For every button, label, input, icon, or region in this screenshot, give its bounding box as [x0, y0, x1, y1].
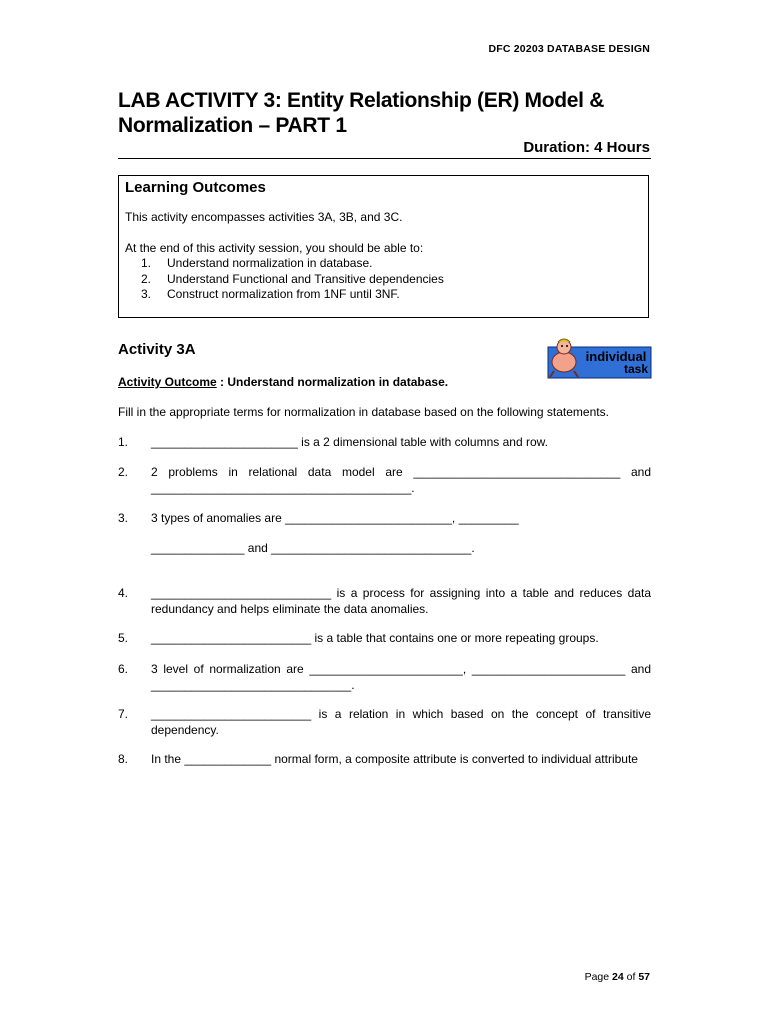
question-number: 6.	[118, 662, 129, 676]
question-4	[118, 586, 651, 618]
question-3-continued	[118, 541, 651, 557]
list-item-number: 3.	[141, 287, 152, 301]
activity-outcome-text: Understand normalization in database.	[227, 375, 449, 389]
list-item-number: 2.	[141, 271, 152, 286]
list-item	[141, 287, 444, 303]
duration-label: Duration: 4 Hours	[523, 139, 650, 156]
list-item-text: Understand Functional and Transitive dependencies	[167, 271, 444, 286]
learning-outcomes-intro: This activity encompasses activities 3A, 3B, and 3C.	[125, 210, 403, 224]
learning-outcomes-title: Learning Outcomes	[125, 179, 266, 196]
question-1	[118, 435, 651, 451]
list-item-number: 1.	[141, 256, 152, 270]
list-item	[141, 272, 444, 288]
badge-line-1: individual	[585, 349, 647, 364]
title-line-1: LAB ACTIVITY 3: Entity Relationship (ER) Model &	[118, 89, 605, 112]
cartoon-figure-icon	[550, 339, 578, 377]
question-number: 7.	[118, 707, 129, 721]
question-6	[118, 662, 651, 694]
question-number: 8.	[118, 752, 129, 766]
question-number: 4.	[118, 586, 129, 600]
question-text: ________________________ is a relation in which based on the concept of transitive dependency.	[151, 707, 651, 737]
question-text: 3 types of anomalies are _________________________, _________	[151, 511, 519, 525]
current-page: 24	[612, 971, 624, 983]
list-item	[141, 256, 444, 272]
question-number: 2.	[118, 465, 129, 479]
title-divider	[118, 158, 651, 159]
question-text: 3 level of normalization are _______________________, _______________________ and ______________________________.	[151, 662, 651, 692]
activity-outcome	[118, 375, 448, 389]
activity-heading: Activity 3A	[118, 341, 196, 358]
question-text: ___________________________ is a process for assigning into a table and reduces data redundancy and helps eliminate the data anomalies.	[151, 586, 651, 616]
learning-outcomes-box	[118, 175, 649, 318]
page-of: of	[623, 971, 639, 983]
question-number: 5.	[118, 631, 129, 645]
question-2	[118, 465, 651, 497]
course-header: DFC 20203 DATABASE DESIGN	[488, 43, 650, 55]
title-line-2: Normalization – PART 1	[118, 114, 347, 137]
question-7	[118, 707, 651, 739]
page-number	[585, 971, 650, 983]
activity-outcome-label: Activity Outcome	[118, 375, 217, 389]
learning-outcomes-lead: At the end of this activity session, you should be able to:	[125, 241, 424, 255]
question-number: 1.	[118, 435, 129, 449]
list-item-text: Construct normalization from 1NF until 3NF.	[167, 287, 400, 301]
activity-instruction: Fill in the appropriate terms for normalization in database based on the following statements.	[118, 405, 609, 419]
question-number: 3.	[118, 511, 129, 525]
activity-outcome-separator: :	[216, 375, 228, 389]
question-text: ______________ and ______________________________.	[151, 541, 475, 555]
question-5	[118, 631, 651, 647]
question-text: ______________________ is a 2 dimensional table with columns and row.	[151, 435, 548, 449]
individual-task-badge	[546, 338, 652, 380]
question-text: 2 problems in relational data model are _______________________________ and _______________________________________.	[151, 465, 651, 495]
question-text: In the _____________ normal form, a composite attribute is converted to individual attribute	[151, 752, 638, 766]
page-title	[118, 88, 658, 138]
total-pages: 57	[638, 971, 650, 983]
learning-outcomes-list	[141, 256, 444, 303]
list-item-text: Understand normalization in database.	[167, 256, 373, 270]
question-3	[118, 511, 651, 527]
badge-line-2: task	[623, 362, 649, 376]
page-prefix: Page	[584, 971, 613, 983]
question-text: ________________________ is a table that contains one or more repeating groups.	[151, 631, 599, 645]
question-8	[118, 752, 651, 784]
